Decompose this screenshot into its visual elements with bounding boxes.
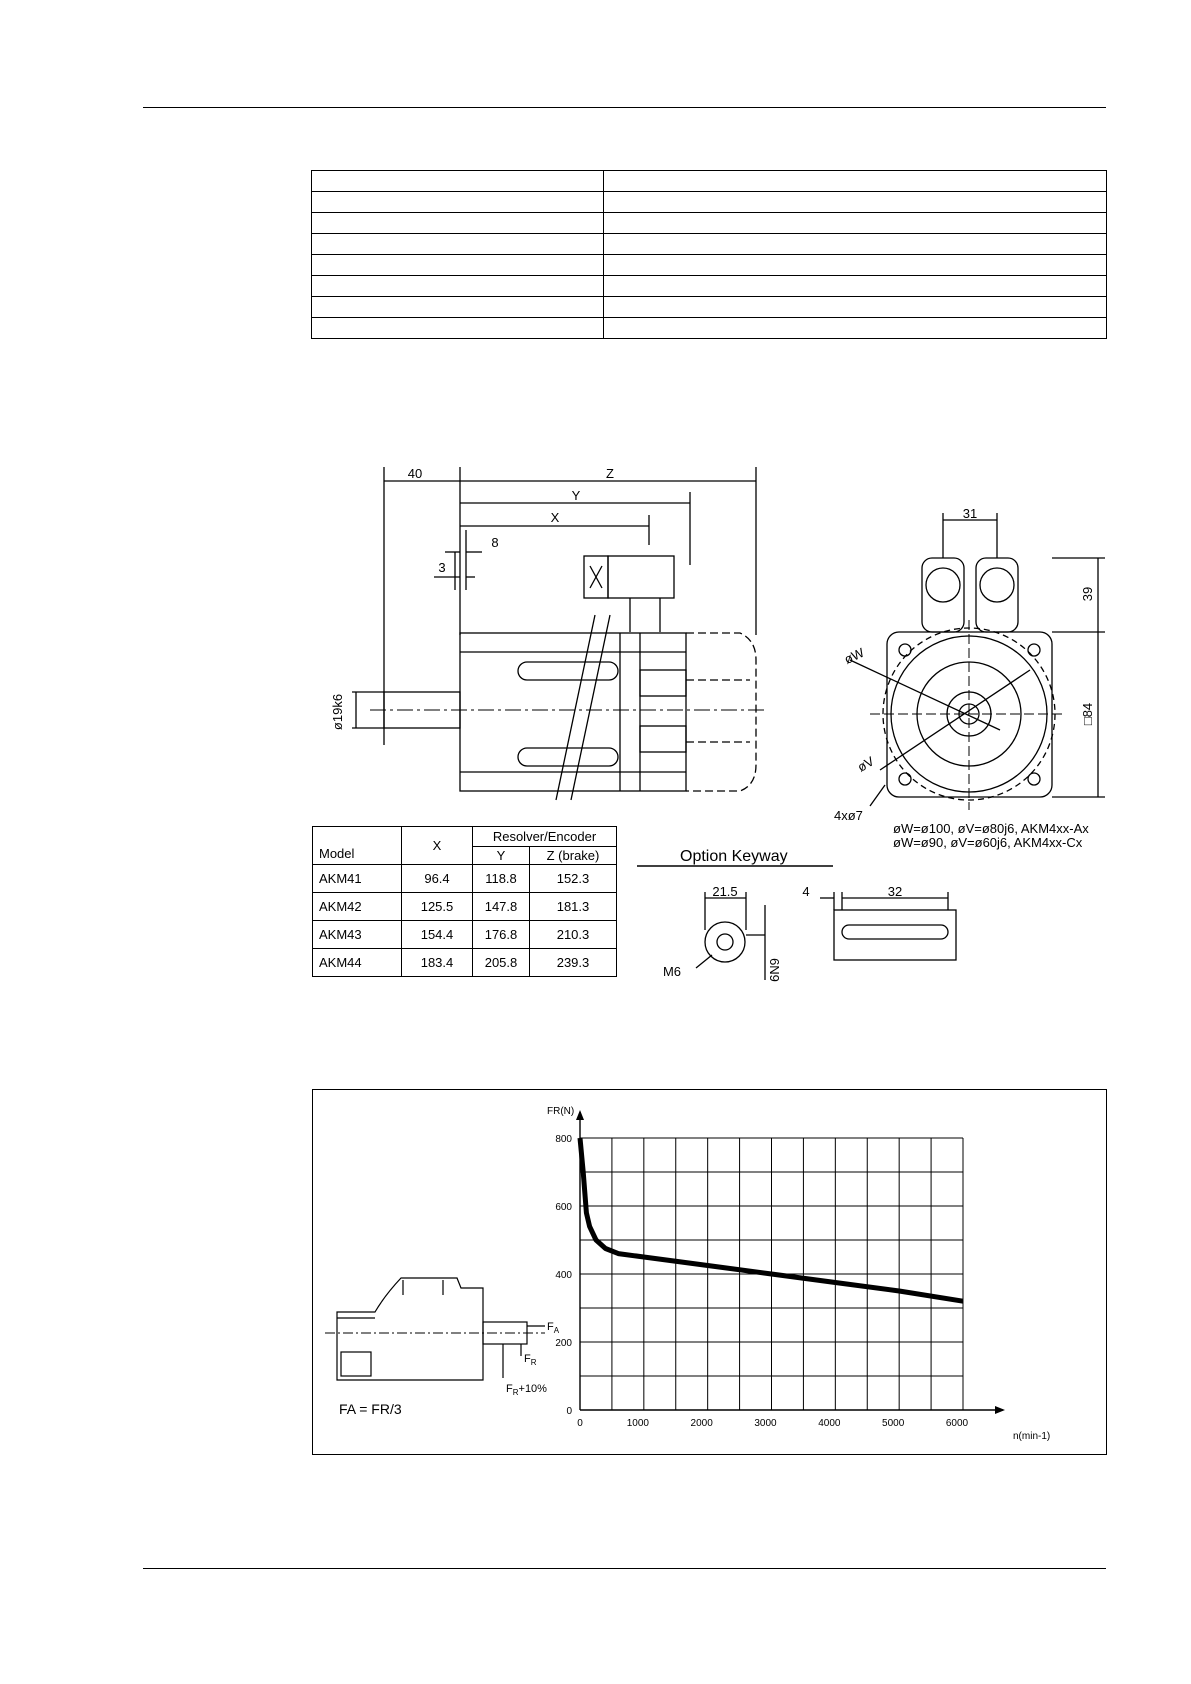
header-y: Y xyxy=(473,847,530,865)
cell-z: 210.3 xyxy=(530,921,617,949)
dim-40: 40 xyxy=(407,466,423,481)
table-header-row xyxy=(313,827,617,847)
header-x: X xyxy=(402,827,473,865)
cell-y: 176.8 xyxy=(473,921,530,949)
force-fr-10: $F_R+10\%$ xyxy=(506,1383,547,1397)
x-tick-label: 3000 xyxy=(754,1418,777,1429)
cell-y: 147.8 xyxy=(473,893,530,921)
x-tick-label: 2000 xyxy=(690,1418,713,1429)
y-tick-label: 400 xyxy=(555,1270,572,1281)
y-tick-label: 0 xyxy=(566,1406,572,1417)
cell-z: 181.3 xyxy=(530,893,617,921)
cell-x: 183.4 xyxy=(402,949,473,977)
x-axis-arrow xyxy=(995,1406,1005,1414)
header-model: Model xyxy=(313,827,402,865)
keyway-title: Option Keyway xyxy=(680,848,788,865)
dim-z: Z xyxy=(606,466,614,481)
radial-load-chart xyxy=(313,1090,1105,1453)
dim-holes: 4xø7 xyxy=(834,808,863,823)
table-row xyxy=(313,865,617,893)
radial-load-figure xyxy=(312,1089,1107,1455)
force-formula: FA = FR/3 xyxy=(339,1401,402,1417)
x-tick-label: 0 xyxy=(577,1418,583,1429)
cell-y: 118.8 xyxy=(473,865,530,893)
cell-y: 205.8 xyxy=(473,949,530,977)
y-axis-label: FR(N) xyxy=(547,1106,575,1117)
cell-model: AKM42 xyxy=(313,893,402,921)
y-tick-label: 600 xyxy=(555,1202,572,1213)
dim-8: 8 xyxy=(491,535,499,550)
dim-y: Y xyxy=(571,488,581,503)
table-row xyxy=(313,921,617,949)
force-fr: $F_R$ xyxy=(524,1353,537,1367)
model-dimension-table xyxy=(312,826,617,977)
cell-x: 96.4 xyxy=(402,865,473,893)
y-axis-arrow xyxy=(576,1110,584,1120)
motor-load-diagram xyxy=(325,1278,545,1380)
keyway-m6: M6 xyxy=(662,964,682,979)
x-tick-label: 5000 xyxy=(882,1418,905,1429)
drawing-note-cx: øW=ø90, øV=ø60j6, AKM4xx-Cx xyxy=(893,835,1083,850)
cell-model: AKM41 xyxy=(313,865,402,893)
x-tick-label: 4000 xyxy=(818,1418,841,1429)
x-tick-label: 1000 xyxy=(626,1418,649,1429)
keyway-dim-4: 4 xyxy=(802,884,810,899)
cell-z: 152.3 xyxy=(530,865,617,893)
dim-84: □84 xyxy=(1080,702,1095,726)
cell-x: 125.5 xyxy=(402,893,473,921)
cell-model: AKM44 xyxy=(313,949,402,977)
keyway-6n9: 6N9 xyxy=(767,958,782,982)
cell-z: 239.3 xyxy=(530,949,617,977)
cell-x: 154.4 xyxy=(402,921,473,949)
x-axis-label: n(min-1) xyxy=(1013,1431,1051,1442)
table-row xyxy=(313,893,617,921)
force-fa: $F_A$ xyxy=(547,1321,560,1335)
drawing-note-ax: øW=ø100, øV=ø80j6, AKM4xx-Ax xyxy=(893,821,1089,836)
dim-39: 39 xyxy=(1080,586,1095,602)
dim-x: X xyxy=(550,510,560,525)
table-row xyxy=(313,949,617,977)
y-tick-label: 800 xyxy=(555,1134,572,1145)
dim-3: 3 xyxy=(438,560,446,575)
header-z: Z (brake) xyxy=(530,847,617,865)
keyway-dim-21: 21.5 xyxy=(712,884,738,899)
chart-plot-area xyxy=(555,1110,1005,1429)
dim-shaft: ø19k6 xyxy=(330,693,345,731)
dim-31: 31 xyxy=(962,506,978,521)
header-resolver-encoder: Resolver/Encoder xyxy=(473,827,617,847)
cell-model: AKM43 xyxy=(313,921,402,949)
dim-phi-w: øW xyxy=(841,644,867,667)
y-tick-label: 200 xyxy=(555,1338,572,1349)
x-tick-label: 6000 xyxy=(945,1418,969,1429)
dim-phi-v: øV xyxy=(854,753,877,775)
keyway-dim-32: 32 xyxy=(887,884,903,899)
